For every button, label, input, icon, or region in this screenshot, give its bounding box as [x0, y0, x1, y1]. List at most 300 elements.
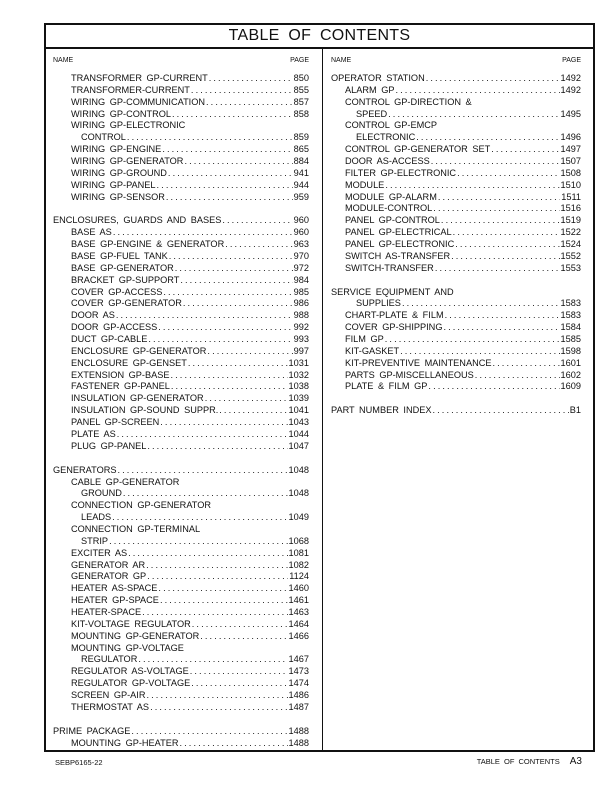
entry-page: 858: [293, 108, 309, 119]
spacer: [331, 275, 581, 287]
spacer: [53, 453, 309, 465]
toc-entry[interactable]: [53, 441, 309, 453]
entry-name: PLATE & FILM GP: [345, 381, 428, 392]
entry-name: PRIME PACKAGE: [53, 725, 131, 736]
dot-leader: [158, 322, 292, 334]
entry-name: BASE GP-FUEL TANK: [71, 251, 168, 262]
dot-leader: [433, 203, 559, 215]
entry-name: CONNECTION GP-TERMINAL: [71, 523, 201, 534]
entry-name: CONTROL GP-EMCP: [345, 120, 438, 131]
dot-leader: [162, 144, 292, 156]
entry-page: 1598: [560, 345, 581, 356]
dot-leader: [457, 168, 559, 180]
entry-name: PLUG GP-PANEL: [71, 440, 147, 451]
entry-page: 1461: [288, 595, 309, 606]
dot-leader: [171, 370, 288, 382]
entry-page: 1609: [560, 381, 581, 392]
entry-name: STRIP: [81, 535, 109, 546]
entry-page: 1466: [288, 630, 309, 641]
toc-entry[interactable]: [53, 251, 309, 263]
entry-name: PART NUMBER INDEX: [331, 405, 432, 416]
dot-leader: [163, 287, 292, 299]
entry-page: 1492: [560, 73, 581, 83]
toc-entry[interactable]: [53, 192, 309, 204]
right-column: [331, 55, 581, 417]
toc-entry[interactable]: [53, 180, 309, 192]
entry-name: PARTS GP-MISCELLANEOUS: [345, 369, 474, 380]
dot-leader: [146, 560, 287, 572]
entry-name: ENCLOSURES, GUARDS AND BASES: [53, 215, 222, 226]
dot-leader: [209, 73, 293, 85]
entry-page: 1524: [560, 239, 581, 250]
dot-leader: [455, 239, 559, 251]
entry-name: WIRING GP-PANEL: [71, 179, 156, 190]
entry-page: 1583: [560, 310, 581, 321]
toc-entry[interactable]: [331, 215, 581, 227]
dot-leader: [123, 488, 288, 500]
dot-leader: [431, 156, 560, 168]
dot-leader: [117, 465, 287, 477]
entry-page: 972: [293, 262, 309, 273]
dot-leader: [435, 263, 560, 275]
dot-leader: [147, 441, 287, 453]
entry-page: 865: [293, 144, 309, 155]
entry-page: 1068: [288, 535, 309, 546]
dot-leader: [113, 227, 293, 239]
toc-entry[interactable]: [53, 702, 309, 714]
entry-name: LEADS: [81, 512, 112, 523]
toc-entry[interactable]: [53, 109, 309, 121]
name-header: NAME: [53, 57, 74, 64]
toc-entry[interactable]: [53, 500, 309, 512]
entry-page: 884: [293, 156, 309, 167]
toc-section[interactable]: [53, 215, 309, 227]
toc-entry[interactable]: [331, 358, 581, 370]
dot-leader: [225, 239, 292, 251]
page-header: PAGE: [290, 57, 309, 64]
dot-leader: [192, 619, 288, 631]
entry-name: PANEL GP-CONTROL: [345, 215, 440, 226]
dot-leader: [190, 666, 288, 678]
dot-leader: [147, 571, 288, 583]
dot-leader: [451, 251, 559, 263]
entry-page: 959: [293, 191, 309, 202]
entry-name: SCREEN GP-AIR: [71, 689, 146, 700]
entry-name: FASTENER GP-PANEL: [71, 381, 170, 392]
toc-entry[interactable]: [53, 560, 309, 572]
dot-leader: [158, 583, 287, 595]
toc-entry[interactable]: [331, 251, 581, 263]
entry-page: 1602: [560, 369, 581, 380]
entry-name: HEATER AS-SPACE: [71, 583, 158, 594]
entry-page: 993: [293, 334, 309, 345]
entry-page: 1552: [560, 250, 581, 261]
entry-name: WIRING GP-CONTROL: [71, 108, 171, 119]
column-divider: [322, 47, 323, 750]
toc-entry[interactable]: [331, 109, 581, 121]
toc-entry[interactable]: [331, 203, 581, 215]
dot-leader: [205, 393, 288, 405]
footer-section: TABLE OF CONTENTS: [476, 757, 560, 766]
dot-leader: [169, 251, 293, 263]
dot-leader: [147, 690, 288, 702]
dot-leader: [445, 310, 560, 322]
toc-entry[interactable]: [53, 477, 309, 489]
toc-entry[interactable]: [53, 370, 309, 382]
entry-page: 1601: [560, 357, 581, 368]
toc-entry[interactable]: [331, 156, 581, 168]
toc-frame: [44, 23, 595, 752]
entry-name: GENERATORS: [53, 464, 117, 475]
toc-entry[interactable]: [331, 227, 581, 239]
toc-entry[interactable]: [331, 263, 581, 275]
entry-name: SUPPLIES: [356, 298, 401, 309]
toc-entry[interactable]: [53, 73, 309, 85]
toc-entry[interactable]: [53, 239, 309, 251]
dot-leader: [131, 726, 287, 738]
entry-name: ENCLOSURE GP-GENSET: [71, 357, 187, 368]
toc-list: [53, 73, 309, 749]
dot-leader: [400, 346, 559, 358]
entry-name: FILTER GP-ELECTRONIC: [345, 167, 457, 178]
entry-name: PANEL GP-ELECTRICAL: [345, 227, 452, 238]
dot-leader: [433, 405, 569, 417]
dot-leader: [438, 192, 560, 204]
dot-leader: [166, 192, 293, 204]
entry-name: WIRING GP-ELECTRONIC: [71, 120, 186, 131]
entry-name: DOOR AS-ACCESS: [345, 156, 430, 167]
dot-leader: [184, 156, 292, 168]
toc-section[interactable]: [53, 465, 309, 477]
entry-page: 960: [293, 215, 309, 226]
toc-entry[interactable]: [53, 417, 309, 429]
toc-entry[interactable]: [331, 120, 581, 132]
toc-section[interactable]: [331, 405, 581, 417]
page-number: A3: [569, 756, 582, 767]
dot-leader: [117, 429, 288, 441]
entry-page: 1464: [288, 618, 309, 629]
entry-name: TRANSFORMER-CURRENT: [71, 84, 190, 95]
toc-entry[interactable]: [53, 393, 309, 405]
entry-name: GENERATOR AR: [71, 559, 146, 570]
toc-entry[interactable]: [53, 666, 309, 678]
spacer: [331, 393, 581, 405]
entry-name: CONTROL GP-DIRECTION &: [345, 96, 472, 107]
toc-entry[interactable]: [331, 97, 581, 109]
dot-leader: [219, 405, 287, 417]
entry-page: 1522: [560, 227, 581, 238]
entry-page: 1516: [560, 203, 581, 214]
toc-entry[interactable]: [53, 405, 309, 417]
entry-page: 960: [293, 227, 309, 238]
dot-leader: [138, 654, 287, 666]
entry-page: 859: [293, 132, 309, 143]
toc-entry[interactable]: [53, 678, 309, 690]
dot-leader: [150, 702, 287, 714]
toc-entry[interactable]: [53, 607, 309, 619]
entry-page: 944: [293, 179, 309, 190]
toc-entry[interactable]: [331, 370, 581, 382]
dot-leader: [441, 215, 560, 227]
toc-entry[interactable]: [331, 180, 581, 192]
dot-leader: [416, 132, 559, 144]
toc-list: [331, 73, 581, 417]
toc-entry[interactable]: [53, 595, 309, 607]
entry-name: MODULE-CONTROL: [345, 203, 433, 214]
entry-name: MOUNTING GP-GENERATOR: [71, 630, 200, 641]
entry-page: 1488: [288, 725, 309, 736]
entry-page: 1511: [561, 191, 581, 202]
toc-entry[interactable]: [53, 643, 309, 655]
toc-entry[interactable]: [331, 298, 581, 310]
toc-entry[interactable]: [331, 239, 581, 251]
dot-leader: [443, 322, 559, 334]
toc-entry[interactable]: [53, 156, 309, 168]
entry-page: 1497: [560, 144, 581, 155]
entry-name: REGULATOR GP-VOLTAGE: [71, 678, 191, 689]
entry-name: BASE GP-ENGINE & GENERATOR: [71, 239, 225, 250]
dot-leader: [109, 536, 287, 548]
entry-page: 997: [293, 345, 309, 356]
toc-entry[interactable]: [53, 358, 309, 370]
dot-leader: [385, 334, 560, 346]
toc-entry[interactable]: [53, 310, 309, 322]
entry-page: 1081: [288, 547, 309, 558]
entry-name: SWITCH-TRANSFER: [345, 262, 434, 273]
entry-page: 1495: [560, 108, 581, 119]
entry-name: FILM GP: [345, 334, 384, 345]
dot-leader: [475, 370, 560, 382]
entry-page: 1031: [288, 357, 309, 368]
dot-leader: [428, 381, 559, 393]
entry-name: HEATER GP-SPACE: [71, 595, 159, 606]
dot-leader: [426, 73, 560, 85]
page-header: PAGE: [562, 57, 581, 64]
toc-entry[interactable]: [53, 287, 309, 299]
toc-section[interactable]: [53, 726, 309, 738]
entry-page: 1039: [288, 393, 309, 404]
dot-leader: [127, 132, 293, 144]
spacer: [53, 203, 309, 215]
entry-name: PLATE AS: [71, 428, 116, 439]
dot-leader: [168, 168, 293, 180]
toc-entry[interactable]: [53, 524, 309, 536]
dot-leader: [207, 346, 292, 358]
toc-entry[interactable]: [53, 263, 309, 275]
entry-page: 855: [293, 84, 309, 95]
dot-leader: [453, 227, 560, 239]
entry-name: SERVICE EQUIPMENT AND: [331, 286, 454, 297]
entry-name: CONTROL: [81, 132, 126, 143]
toc-entry[interactable]: [53, 631, 309, 643]
column-header: [53, 55, 309, 67]
toc-entry[interactable]: [53, 583, 309, 595]
entry-name: ENCLOSURE GP-GENERATOR: [71, 345, 207, 356]
entry-name: PANEL GP-ELECTRONIC: [345, 239, 455, 250]
entry-name: OPERATOR STATION: [331, 73, 425, 83]
dot-leader: [491, 144, 559, 156]
toc-entry[interactable]: [331, 168, 581, 180]
entry-name: COVER GP-SHIPPING: [345, 322, 443, 333]
toc-entry[interactable]: [53, 536, 309, 548]
entry-page: 1048: [288, 488, 309, 499]
entry-page: 1583: [560, 298, 581, 309]
entry-page: 1047: [288, 440, 309, 451]
dot-leader: [180, 275, 292, 287]
entry-name: CONTROL GP-GENERATOR SET: [345, 144, 491, 155]
entry-page: 992: [293, 322, 309, 333]
dot-leader: [172, 109, 293, 121]
left-column: [53, 55, 309, 749]
entry-name: WIRING GP-GROUND: [71, 167, 167, 178]
entry-page: 1519: [560, 215, 581, 226]
entry-page: 1492: [560, 84, 581, 95]
name-header: NAME: [331, 57, 352, 64]
entry-name: BRACKET GP-SUPPORT: [71, 274, 180, 285]
toc-entry[interactable]: [53, 275, 309, 287]
toc-entry[interactable]: [53, 334, 309, 346]
entry-name: HEATER-SPACE: [71, 606, 142, 617]
toc-entry[interactable]: [331, 144, 581, 156]
toc-entry[interactable]: [53, 168, 309, 180]
toc-entry[interactable]: [53, 120, 309, 132]
entry-page: 1032: [288, 369, 309, 380]
toc-entry[interactable]: [53, 654, 309, 666]
entry-page: 1486: [288, 689, 309, 700]
dot-leader: [128, 548, 287, 560]
toc-entry[interactable]: [53, 85, 309, 97]
toc-entry[interactable]: [331, 381, 581, 393]
entry-page: 1048: [288, 464, 309, 475]
entry-page: 1474: [288, 678, 309, 689]
entry-name: COVER GP-GENERATOR: [71, 298, 182, 309]
toc-entry[interactable]: [53, 298, 309, 310]
dot-leader: [148, 334, 292, 346]
toc-entry[interactable]: [53, 738, 309, 750]
toc-section[interactable]: [331, 287, 581, 299]
entry-name: INSULATION GP-SOUND SUPPR.: [71, 405, 219, 416]
entry-name: ALARM GP: [345, 84, 395, 95]
spacer: [53, 714, 309, 726]
entry-page: 1585: [560, 334, 581, 345]
toc-entry[interactable]: [53, 512, 309, 524]
toc-entry[interactable]: [331, 192, 581, 204]
toc-entry[interactable]: [331, 132, 581, 144]
toc-entry[interactable]: [53, 346, 309, 358]
dot-leader: [175, 263, 293, 275]
dot-leader: [116, 310, 293, 322]
toc-entry[interactable]: [53, 690, 309, 702]
entry-page: 1508: [560, 167, 581, 178]
entry-name: DOOR GP-ACCESS: [71, 322, 158, 333]
entry-page: 985: [293, 286, 309, 297]
entry-page: 986: [293, 298, 309, 309]
toc-entry[interactable]: [53, 322, 309, 334]
dot-leader: [206, 97, 293, 109]
entry-page: 1507: [560, 156, 581, 167]
toc-entry[interactable]: [331, 334, 581, 346]
entry-page: 1049: [288, 512, 309, 523]
entry-page: 1496: [560, 132, 581, 143]
entry-page: 1463: [288, 606, 309, 617]
dot-leader: [222, 215, 292, 227]
entry-name: MOUNTING GP-HEATER: [71, 737, 179, 748]
entry-name: COVER GP-ACCESS: [71, 286, 163, 297]
entry-name: INSULATION GP-GENERATOR: [71, 393, 204, 404]
toc-entry[interactable]: [331, 346, 581, 358]
entry-page: 963: [293, 239, 309, 250]
dot-leader: [188, 358, 288, 370]
entry-name: GENERATOR GP: [71, 571, 147, 582]
entry-name: DUCT GP-CABLE: [71, 334, 148, 345]
entry-name: KIT-PREVENTIVE MAINTENANCE: [345, 357, 492, 368]
toc-entry[interactable]: [53, 429, 309, 441]
dot-leader: [171, 381, 288, 393]
entry-page: 1488: [288, 737, 309, 748]
toc-section[interactable]: [331, 73, 581, 85]
toc-entry[interactable]: [53, 132, 309, 144]
entry-page: 850: [293, 73, 309, 83]
dot-leader: [112, 512, 287, 524]
entry-page: 1460: [288, 583, 309, 594]
entry-page: 984: [293, 274, 309, 285]
dot-leader: [388, 109, 559, 121]
dot-leader: [385, 180, 559, 192]
toc-entry[interactable]: [53, 97, 309, 109]
entry-page: 1038: [288, 381, 309, 392]
page-footer: [477, 756, 582, 767]
page-title: TABLE OF CONTENTS: [46, 25, 593, 49]
toc-entry[interactable]: [53, 548, 309, 560]
entry-page: 1473: [288, 666, 309, 677]
toc-entry[interactable]: [53, 381, 309, 393]
entry-name: PANEL GP-SCREEN: [71, 417, 160, 428]
entry-page: 1082: [288, 559, 309, 570]
toc-entry[interactable]: [53, 144, 309, 156]
toc-entry[interactable]: [53, 619, 309, 631]
entry-name: KIT-GASKET: [345, 345, 400, 356]
entry-name: WIRING GP-GENERATOR: [71, 156, 184, 167]
column-header: [331, 55, 581, 67]
entry-page: 970: [293, 251, 309, 262]
toc-entry[interactable]: [331, 310, 581, 322]
dot-leader: [160, 417, 287, 429]
entry-page: 1487: [288, 701, 309, 712]
toc-entry[interactable]: [331, 85, 581, 97]
entry-name: BASE GP-GENERATOR: [71, 262, 174, 273]
entry-name: TRANSFORMER GP-CURRENT: [71, 73, 208, 83]
entry-name: GROUND: [81, 488, 122, 499]
entry-name: WIRING GP-SENSOR: [71, 191, 165, 202]
entry-page: 941: [293, 167, 309, 178]
toc-entry[interactable]: [331, 322, 581, 334]
entry-name: REGULATOR: [81, 654, 138, 665]
toc-entry[interactable]: [53, 488, 309, 500]
entry-page: 857: [293, 96, 309, 107]
entry-name: MOUNTING GP-VOLTAGE: [71, 642, 184, 653]
dot-leader: [191, 85, 293, 97]
entry-page: 1467: [288, 654, 309, 665]
toc-entry[interactable]: [53, 571, 309, 583]
dot-leader: [200, 631, 287, 643]
entry-name: SPEED: [356, 108, 388, 119]
dot-leader: [492, 358, 559, 370]
dot-leader: [180, 738, 288, 750]
toc-entry[interactable]: [53, 227, 309, 239]
entry-page: 1124: [289, 571, 309, 582]
entry-page: 988: [293, 310, 309, 321]
dot-leader: [157, 180, 293, 192]
